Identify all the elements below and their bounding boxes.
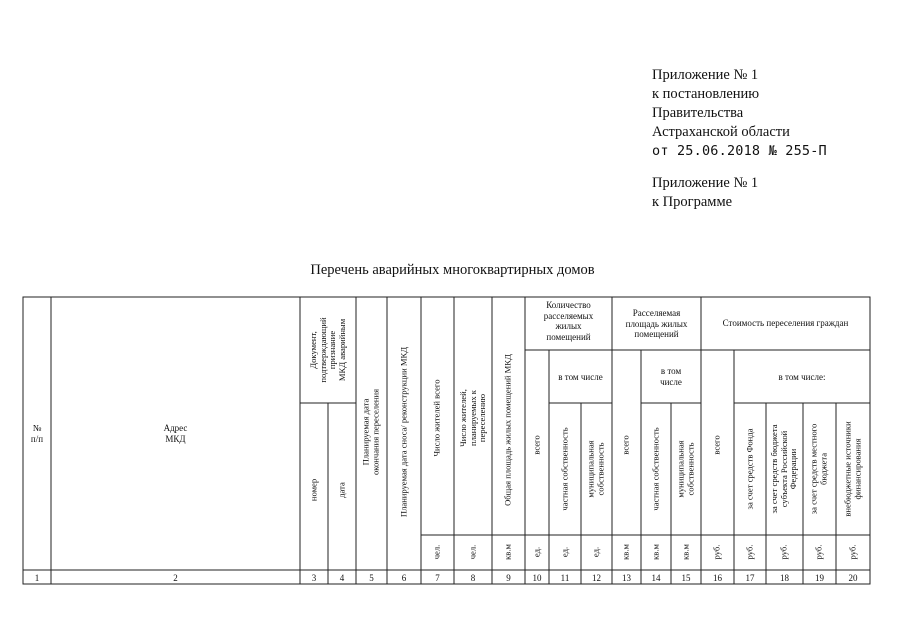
header-count-group: Количество расселяемых жилых помещений — [543, 300, 594, 342]
document-title: Перечень аварийных многоквартирных домов — [310, 262, 595, 278]
column-number: 10 — [532, 573, 542, 583]
column-number: 3 — [311, 573, 317, 583]
header-address: Адрес МКД — [163, 423, 188, 444]
program-appendix-line: Приложение № 1 — [652, 175, 759, 191]
appendix-line: Астраханской области — [652, 124, 790, 140]
appendix-line: Приложение № 1 — [652, 67, 759, 83]
column-number: 8 — [470, 573, 476, 583]
header-number: № п/п — [30, 423, 44, 444]
column-number: 2 — [173, 573, 178, 583]
column-number: 9 — [506, 573, 511, 583]
appendix-line: Правительства — [652, 105, 744, 121]
column-number: 15 — [681, 573, 691, 583]
column-number: 6 — [401, 573, 407, 583]
header-including-area: в том числе — [660, 366, 682, 387]
column-number: 19 — [815, 573, 824, 583]
column-number: 13 — [622, 573, 631, 583]
header-cost-group: Стоимость переселения граждан — [722, 318, 849, 328]
column-number: 17 — [745, 573, 755, 583]
column-number: 14 — [651, 573, 661, 583]
header-area-group: Расселяемая площадь жилых помещений — [625, 308, 688, 339]
column-number: 12 — [592, 573, 601, 583]
column-number: 20 — [848, 573, 858, 583]
column-number: 11 — [560, 573, 570, 583]
column-number: 18 — [780, 573, 789, 583]
program-appendix-line: к Программе — [652, 194, 733, 210]
column-number: 4 — [339, 573, 345, 583]
column-number: 1 — [34, 573, 40, 583]
appendix-line: к постановлению — [652, 86, 760, 102]
column-number: 7 — [435, 573, 440, 583]
decree-line: от 25.06.2018 № 255-П — [652, 143, 827, 159]
header-including-cost: в том числе: — [778, 372, 826, 382]
column-number: 16 — [713, 573, 722, 583]
header-including-count: в том числе — [558, 372, 603, 382]
column-number: 5 — [369, 573, 374, 583]
